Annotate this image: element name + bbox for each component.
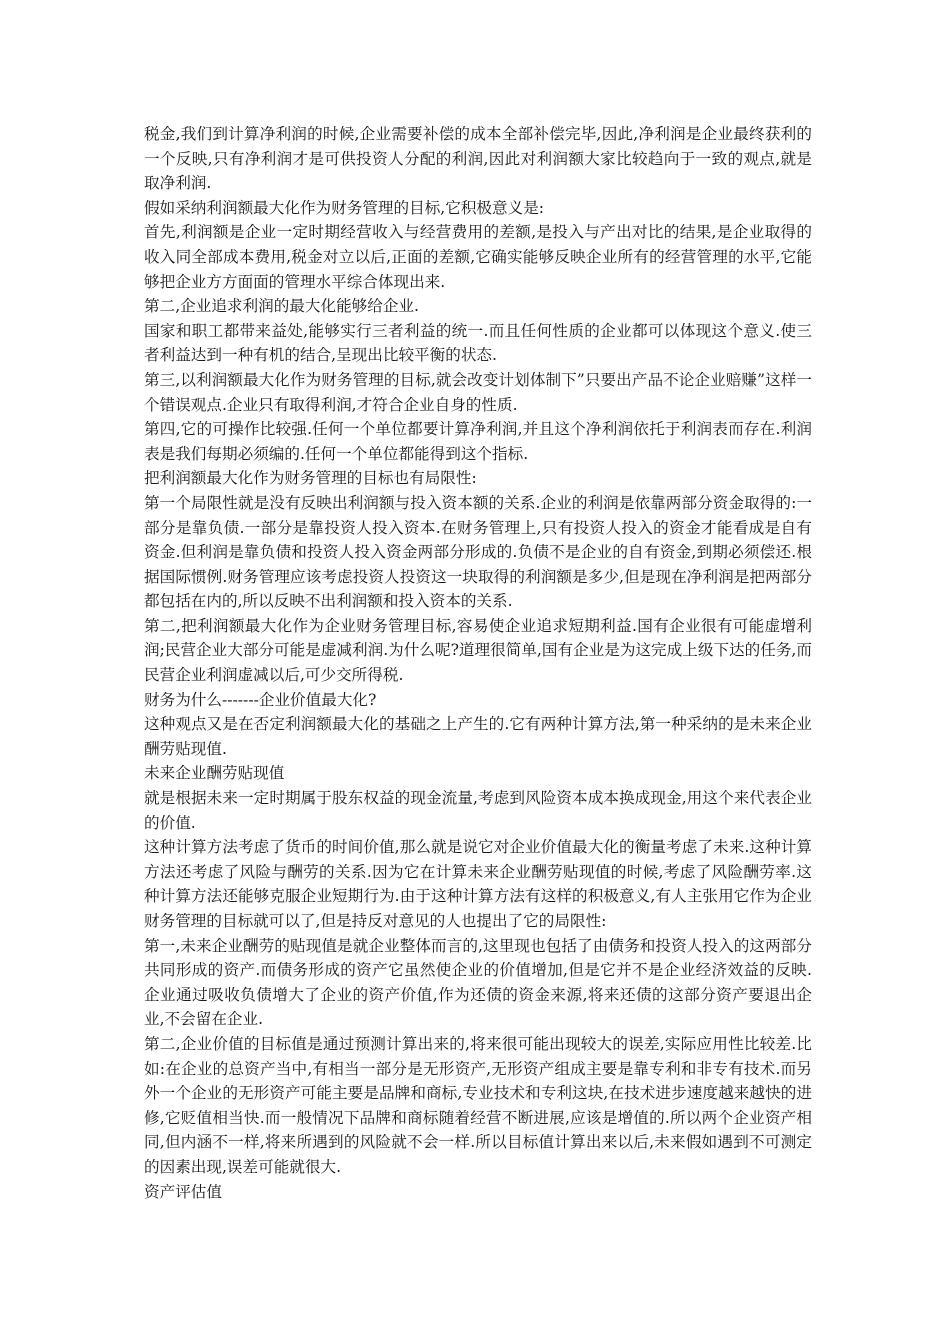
paragraph-discounted-value-limit-one: 第一,未来企业酬劳的贴现值是就企业整体而言的,这里现也包括了由债务和投资人投入的这两部分共同形成的资产.而债务形成的资产它虽然使企业的价值增加,但是它并不是企业经济效益的反映.企业通过吸收负债增大了企业的资产价值,作为还债的资金来源,将来还债的这部分资产要退出企业,不会留在企业. xyxy=(144,936,812,1029)
paragraph-discounted-value-limit-two: 第二,企业价值的目标值是通过预测计算出来的,将来很可能出现较大的误差,实际应用性比较差.比如:在企业的总资产当中,有相当一部分是无形资产,无形资产组成主要是靠专利和非专有技术.而另外一个企业的无形资产可能主要是品牌和商标,专业技术和专利这块,在技术进步速度越来越快的进修,它贬值相当快.而一般情况下品牌和商标随着经营不断进展,应该是增值的.所以两个企业资产相同,但内涵不一样,将来所遇到的风险就不会一样.所以目标值计算出来以后,未来假如遇到不可测定的因素出现,误差可能就很大. xyxy=(144,1034,812,1176)
paragraph-profit-goal-intro: 假如采纳利润额最大化作为财务管理的目标,它积极意义是: xyxy=(144,198,545,217)
paragraph-stakeholder-benefit: 国家和职工都带来益处,能够实行三者利益的统一.而且任何性质的企业都可以体现这个意义.使三者利益达到一种有机的结合,呈现出比较平衡的状态. xyxy=(144,321,812,365)
paragraph-first-limitation: 第一个局限性就是没有反映出利润额与投入资本额的关系.企业的利润是依靠两部分资金取得的:一部分是靠负债.一部分是靠投资人投入资本.在财务管理上,只有投资人投入的资金才能看成是自有资金.但利润是靠负债和投资人投入资金两部分形成的.负债不是企业的自有资金,到期必须偿还.根据国际惯例.财务管理应该考虑投资人投资这一块取得的利润额是多少,但是现在净利润是把两部分都包括在内的,所以反映不出利润额和投入资本的关系. xyxy=(144,493,812,611)
paragraph-fourth-advantage: 第四,它的可操作比较强.任何一个单位都要计算净利润,并且这个净利润依托于利润表而存在.利润表是我们每期必须编的.任何一个单位都能得到这个指标. xyxy=(144,420,812,463)
paragraph-second-advantage: 第二,企业追求利润的最大化能够给企业. xyxy=(144,297,420,316)
paragraph-discounted-value-definition: 就是根据未来一定时期属于股东权益的现金流量,考虑到风险资本成本换成现金,用这个来代表企业的价值. xyxy=(144,789,812,832)
paragraph-enterprise-value-intro: 这种观点又是在否定利润额最大化的基础之上产生的.它有两种计算方法,第一种采纳的是未来企业酬劳贴现值. xyxy=(144,715,812,758)
paragraph-enterprise-value-heading: 财务为什么-------企业价值最大化? xyxy=(144,690,377,709)
document-body xyxy=(144,122,812,1204)
paragraph-second-limitation: 第二,把利润额最大化作为企业财务管理目标,容易使企业追求短期利益.国有企业很有可能虚增利润;民营企业大部分可能是虚减利润.为什么呢?道理很简单,国有企业是为这完成上级下达的任务,而民营企业利润虚减以后,可少交所得税. xyxy=(144,616,812,685)
paragraph-first-advantage: 首先,利润额是企业一定时期经营收入与经营费用的差额,是投入与产出对比的结果,是企业取得的收入同全部成本费用,税金对立以后,正面的差额,它确实能够反映企业所有的经营管理的水平,它能够把企业方方面面的管理水平综合体现出来. xyxy=(144,223,812,291)
paragraph-net-profit: 税金,我们到计算净利润的时候,企业需要补偿的成本全部补偿完毕,因此,净利润是企业最终获利的一个反映,只有净利润才是可供投资人分配的利润,因此对利润额大家比较趋向于一致的观点,就是取净利润. xyxy=(144,125,812,193)
paragraph-third-advantage: 第三,以利润额最大化作为财务管理的目标,就会改变计划体制下”只要出产品不论企业赔赚”这样一个错误观点.企业只有取得利润,才符合企业自身的性质. xyxy=(144,370,812,414)
paragraph-discounted-value-merits: 这种计算方法考虑了货币的时间价值,那么就是说它对企业价值最大化的衡量考虑了未来.这种计算方法还考虑了风险与酬劳的关系.因为它在计算未来企业酬劳贴现值的时候,考虑了风险酬劳率.这种计算方法还能够克服企业短期行为.由于这种计算方法有这样的积极意义,有人主张用它作为企业财务管理的目标就可以了,但是持反对意见的人也提出了它的局限性: xyxy=(144,838,812,930)
section-heading-discounted-value: 未来企业酬劳贴现值 xyxy=(144,764,285,783)
paragraph-limitations-intro: 把利润额最大化作为财务管理的目标也有局限性: xyxy=(144,469,477,488)
section-heading-asset-valuation: 资产评估值 xyxy=(144,1182,222,1201)
